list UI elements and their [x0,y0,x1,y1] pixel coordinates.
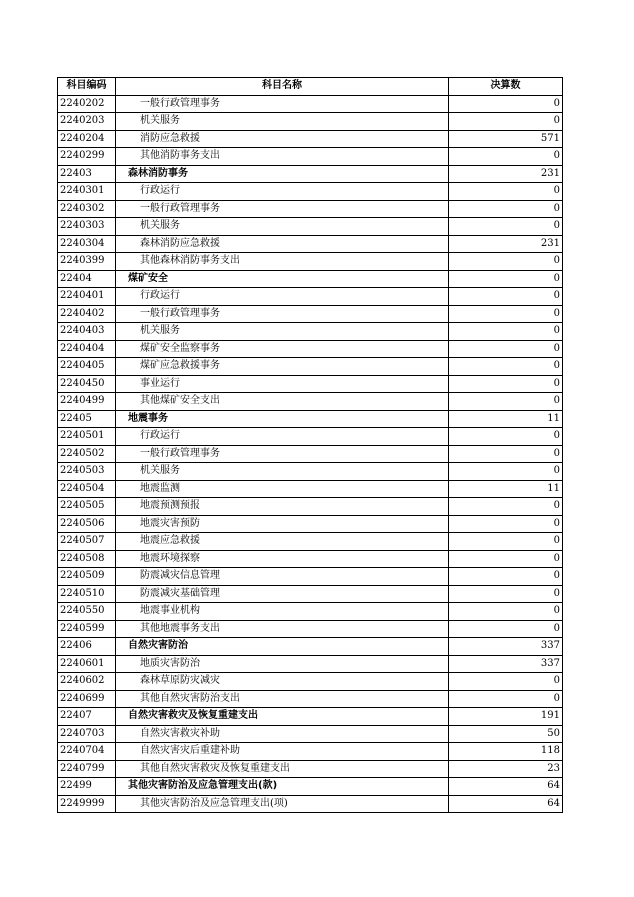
row-amount: 0 [449,445,563,463]
row-name: 地震环境探察 [116,550,449,568]
row-code: 2240401 [58,288,116,306]
row-name: 地质灾害防治 [116,655,449,673]
header-amount: 决算数 [449,78,563,96]
table-row [58,515,563,533]
row-amount: 0 [449,323,563,341]
row-code: 2240399 [58,253,116,271]
row-amount: 0 [449,428,563,446]
row-name: 机关服务 [116,463,449,481]
table-header-row [58,78,563,96]
row-code: 22403 [58,165,116,183]
row-code: 2240501 [58,428,116,446]
header-name: 科目名称 [116,78,449,96]
table-row [58,690,563,708]
row-name: 一般行政管理事务 [116,95,449,113]
table-row [58,568,563,586]
row-code: 2240506 [58,515,116,533]
row-amount: 0 [449,113,563,131]
row-code: 2240203 [58,113,116,131]
table-row [58,288,563,306]
table-row [58,358,563,376]
row-name: 其他煤矿安全支出 [116,393,449,411]
row-code: 2240503 [58,463,116,481]
row-name: 自然灾害救灾及恢复重建支出 [116,708,449,726]
table-row [58,200,563,218]
row-amount: 0 [449,375,563,393]
row-code: 2240301 [58,183,116,201]
row-name: 其他地震事务支出 [116,620,449,638]
table-row [58,323,563,341]
row-name: 煤矿安全监察事务 [116,340,449,358]
row-name: 事业运行 [116,375,449,393]
row-code: 2240799 [58,760,116,778]
table-row [58,795,563,813]
row-code: 2240505 [58,498,116,516]
table-row [58,673,563,691]
row-code: 22407 [58,708,116,726]
row-name: 森林消防应急救援 [116,235,449,253]
row-code: 2240402 [58,305,116,323]
table-row [58,428,563,446]
row-name: 消防应急救援 [116,130,449,148]
row-amount: 0 [449,270,563,288]
table-row [58,235,563,253]
row-amount: 191 [449,708,563,726]
row-code: 2240405 [58,358,116,376]
row-name: 煤矿应急救援事务 [116,358,449,376]
row-amount: 64 [449,778,563,796]
row-code: 2240509 [58,568,116,586]
table-row [58,760,563,778]
row-amount: 0 [449,690,563,708]
table-row [58,743,563,761]
table-body [58,95,563,813]
row-name: 地震应急救援 [116,533,449,551]
row-code: 2240704 [58,743,116,761]
row-code: 2240507 [58,533,116,551]
table-row [58,130,563,148]
row-amount: 337 [449,655,563,673]
table-row [58,585,563,603]
row-amount: 0 [449,673,563,691]
row-name: 防震减灾基础管理 [116,585,449,603]
row-code: 2240599 [58,620,116,638]
row-amount: 0 [449,148,563,166]
row-amount: 50 [449,725,563,743]
table-row [58,725,563,743]
row-code: 2240510 [58,585,116,603]
row-amount: 0 [449,620,563,638]
table-row [58,620,563,638]
row-code: 2240499 [58,393,116,411]
table-row [58,270,563,288]
row-code: 2240404 [58,340,116,358]
table-row [58,410,563,428]
row-amount: 0 [449,183,563,201]
row-amount: 0 [449,498,563,516]
row-name: 其他自然灾害防治支出 [116,690,449,708]
table-row [58,165,563,183]
table-row [58,183,563,201]
row-code: 2240508 [58,550,116,568]
table-row [58,375,563,393]
row-name: 防震减灾信息管理 [116,568,449,586]
row-name: 自然灾害防治 [116,638,449,656]
row-name: 行政运行 [116,428,449,446]
row-code: 22405 [58,410,116,428]
table-row [58,603,563,621]
row-name: 自然灾害灾后重建补助 [116,743,449,761]
row-amount: 11 [449,410,563,428]
table-row [58,550,563,568]
row-amount: 0 [449,95,563,113]
row-amount: 0 [449,253,563,271]
table-row [58,148,563,166]
row-name: 地震灾害预防 [116,515,449,533]
row-code: 22404 [58,270,116,288]
row-name: 机关服务 [116,218,449,236]
row-name: 一般行政管理事务 [116,305,449,323]
row-code: 2240703 [58,725,116,743]
row-code: 2240304 [58,235,116,253]
row-amount: 571 [449,130,563,148]
table-row [58,253,563,271]
row-code: 22406 [58,638,116,656]
table-row [58,480,563,498]
row-name: 其他消防事务支出 [116,148,449,166]
row-name: 行政运行 [116,288,449,306]
row-amount: 0 [449,393,563,411]
table-row [58,708,563,726]
row-code: 22499 [58,778,116,796]
row-code: 2240502 [58,445,116,463]
table-row [58,95,563,113]
row-code: 2240450 [58,375,116,393]
row-code: 2240550 [58,603,116,621]
row-code: 2240303 [58,218,116,236]
row-amount: 0 [449,603,563,621]
row-name: 一般行政管理事务 [116,445,449,463]
row-name: 机关服务 [116,113,449,131]
row-amount: 0 [449,340,563,358]
row-amount: 0 [449,533,563,551]
row-amount: 11 [449,480,563,498]
row-name: 地震监测 [116,480,449,498]
row-name: 森林消防事务 [116,165,449,183]
row-name: 其他灾害防治及应急管理支出(款) [116,778,449,796]
row-amount: 0 [449,288,563,306]
row-amount: 337 [449,638,563,656]
row-code: 2240601 [58,655,116,673]
row-amount: 23 [449,760,563,778]
row-name: 其他灾害防治及应急管理支出(项) [116,795,449,813]
row-name: 自然灾害救灾补助 [116,725,449,743]
row-amount: 118 [449,743,563,761]
table-row [58,498,563,516]
table-row [58,340,563,358]
row-name: 煤矿安全 [116,270,449,288]
row-code: 2240204 [58,130,116,148]
table-row [58,463,563,481]
row-name: 地震预测预报 [116,498,449,516]
table-row [58,638,563,656]
row-name: 森林草原防灾减灾 [116,673,449,691]
table-row [58,778,563,796]
table-row [58,305,563,323]
table-row [58,445,563,463]
row-amount: 0 [449,200,563,218]
row-amount: 0 [449,585,563,603]
table-row [58,393,563,411]
row-amount: 0 [449,568,563,586]
row-code: 2240699 [58,690,116,708]
row-name: 一般行政管理事务 [116,200,449,218]
row-amount: 0 [449,515,563,533]
row-amount: 0 [449,463,563,481]
row-code: 2240299 [58,148,116,166]
row-amount: 64 [449,795,563,813]
table-row [58,113,563,131]
row-amount: 231 [449,235,563,253]
row-amount: 0 [449,358,563,376]
row-name: 其他自然灾害救灾及恢复重建支出 [116,760,449,778]
row-code: 2240602 [58,673,116,691]
row-name: 地震事业机构 [116,603,449,621]
row-amount: 231 [449,165,563,183]
row-name: 机关服务 [116,323,449,341]
row-code: 2240302 [58,200,116,218]
row-code: 2249999 [58,795,116,813]
row-code: 2240403 [58,323,116,341]
row-code: 2240202 [58,95,116,113]
table-row [58,218,563,236]
budget-table [57,77,563,813]
table-row [58,655,563,673]
row-amount: 0 [449,218,563,236]
table-row [58,533,563,551]
row-code: 2240504 [58,480,116,498]
row-name: 地震事务 [116,410,449,428]
row-name: 其他森林消防事务支出 [116,253,449,271]
row-name: 行政运行 [116,183,449,201]
header-code: 科目编码 [58,78,116,96]
row-amount: 0 [449,305,563,323]
row-amount: 0 [449,550,563,568]
